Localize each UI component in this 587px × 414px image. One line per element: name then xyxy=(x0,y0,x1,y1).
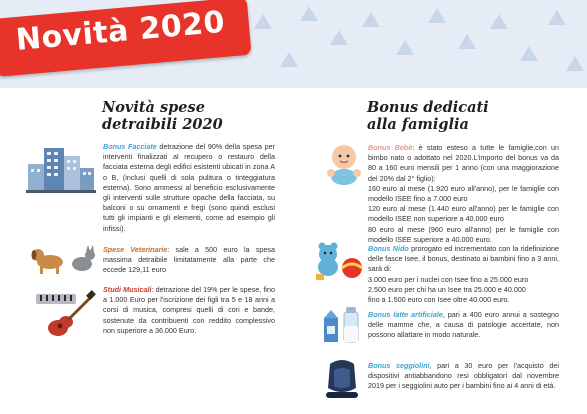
car-seat-icon xyxy=(322,358,362,402)
left-column-title: Novità spese detraibili 2020 xyxy=(102,99,223,133)
toys-icon xyxy=(314,240,366,280)
list-item: Bonus Facciate detrazione del 90% della spesa per interventi finalizzati al recupero o restauro della facciata esterna degli edifici esistenti ubicati in zona A o B, (inclusi quelli di sola pulitura o tinteggiatura esterna). Sono ammessi al beneficio esclusivamente gli interventi sulle strutture opache della facciata, su balconi o su ornamenti e fregi (sono quindi esclusi tutti gli impianti e gli elementi, come ad esempio gli infissi). xyxy=(103,142,275,233)
list-item: Spese Veterinarie: sale a 500 euro la spesa massima detraibile limitatamente alla parte che eccede 129,11 euro xyxy=(103,245,276,275)
list-item: Bonus seggiolini, pari a 30 euro per l'acquisto dei dispositivi antiabbandono resi obbligatori dal novembre 2019 per i seggiolini auto per i bambini fino ai 4 anni di età. xyxy=(368,361,559,391)
baby-icon xyxy=(322,141,366,185)
milk-icon xyxy=(322,304,362,344)
page-title: Novità 2020 xyxy=(14,4,227,58)
list-item: Studi Musicali: detrazione del 19% per le spese, fino a 1.000 Euro per l'iscrizione dei figli tra 5 e 18 anni a corsi di musica, compresi quelli di cori e bande, sostenute da contribuenti con reddito complessivo non superiore a 36.000 Euro. xyxy=(103,285,275,335)
list-item: Bonus Bebè: è stato esteso a tutte le famiglie,con un bimbo nato o adottato nel 2020.L'importo del bonus va da 80 a 160 euro mensili per 1 anno (con una maggiorazione del 20% dal 2° figlio): 160 euro al mese (1.920 euro all'anno), per le famiglie con modello ISEE fino a 7.000 euro 120 euro al mese (1.440 euro all'anno) per le famiglie con modello ISEE non superiore a 40.000 euro 80 euro al mese (960 euro all'anno) per le famiglie con modello ISEE superiore a 40.000 euro. xyxy=(368,143,559,244)
right-column-title: Bonus dedicati alla famiglia xyxy=(367,99,489,133)
list-item: Bonus Nido prorogato ed incrementato con la ridefinizione delle fasce Isee, il bonus, destinato ai bambini fino a 3 anni, sarà di: 3.000 euro per i nuclei con Isee fino a 25.000 euro 2.500 euro per chi ha un Isee tra 25.000 e 40.000 fino a 1.500 euro con Isee oltre 40.000 euro. xyxy=(368,244,559,305)
music-instruments-icon xyxy=(32,286,98,340)
list-item: Bonus latte artificiale, pari a 400 euro annui a sostegno delle mamme che, a causa di patologie accertate, non possono allattare in modo naturale. xyxy=(368,310,559,340)
pets-icon xyxy=(30,242,98,276)
building-icon xyxy=(26,142,96,194)
